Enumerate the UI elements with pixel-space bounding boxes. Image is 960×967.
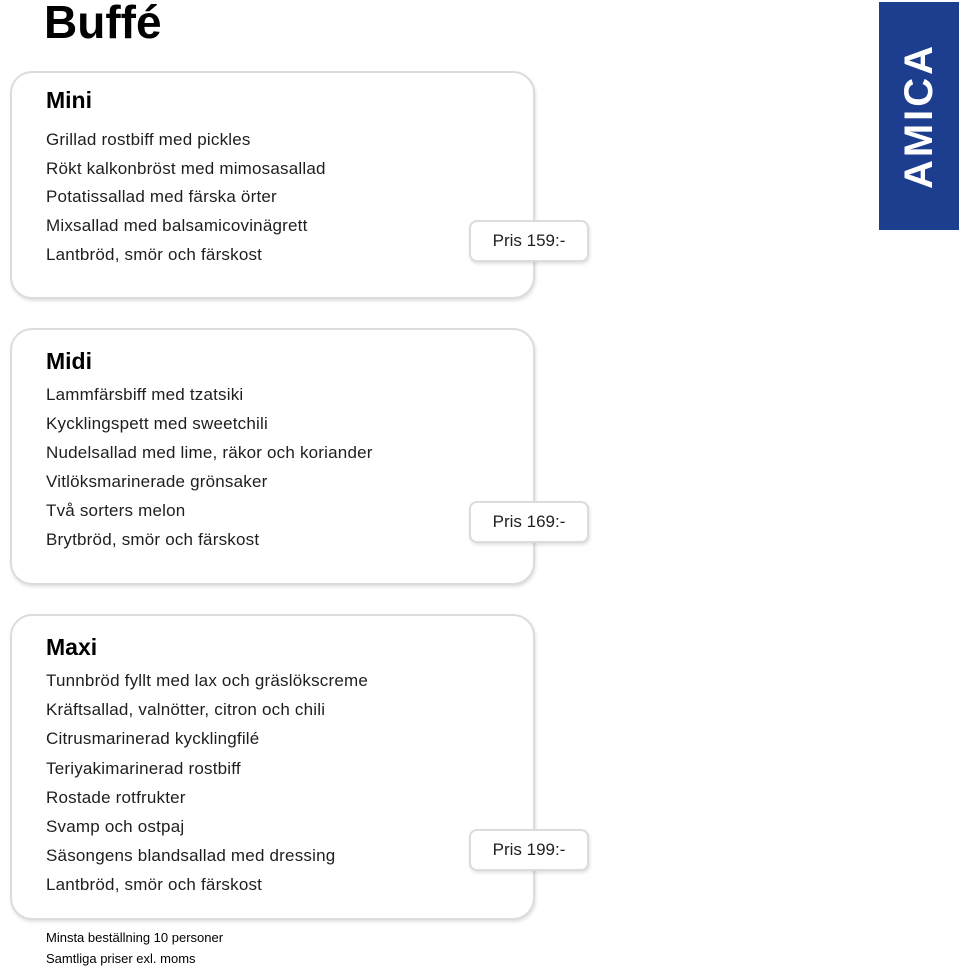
menu-title-midi: Midi	[46, 348, 92, 374]
menu-item: Rostade rotfrukter	[46, 787, 186, 807]
menu-item: Rökt kalkonbröst med mimosasallad	[46, 158, 326, 178]
menu-item: Lammfärsbiff med tzatsiki	[46, 385, 244, 404]
menu-item: Mixsallad med balsamicovinägrett	[46, 216, 308, 236]
price-badge-midi: Pris 169:-	[469, 501, 589, 543]
price-badge-mini: Pris 159:-	[469, 220, 589, 262]
menu-item: Lantbröd, smör och färskost	[46, 244, 263, 264]
menu-item: Lantbröd, smör och färskost	[46, 875, 263, 895]
menu-item: Säsongens blandsallad med dressing	[46, 846, 336, 866]
menu-item: Nudelsallad med lime, räkor och koriander	[46, 443, 373, 462]
menu-card-midi	[10, 328, 535, 585]
menu-item: Brytbröd, smör och färskost	[46, 530, 260, 549]
menu-title-maxi: Maxi	[46, 634, 98, 660]
menu-card-maxi	[10, 614, 535, 920]
menu-item: Vitlöksmarinerade grönsaker	[46, 472, 268, 491]
menu-card-mini	[10, 71, 535, 299]
menu-item: Kräftsallad, valnötter, citron och chili	[46, 700, 326, 720]
amica-logo	[879, 2, 959, 230]
menu-item: Två sorters melon	[46, 501, 186, 520]
menu-item: Kycklingspett med sweetchili	[46, 414, 268, 433]
menu-items-maxi	[46, 666, 368, 900]
menu-item: Potatissallad med färska örter	[46, 187, 277, 207]
price-badge-maxi: Pris 199:-	[469, 829, 589, 871]
menu-items-mini	[46, 126, 326, 270]
menu-item: Grillad rostbiff med pickles	[46, 130, 251, 149]
logo-text: AMICA	[897, 42, 941, 190]
menu-items-midi	[46, 380, 373, 554]
menu-title-mini: Mini	[46, 87, 92, 113]
menu-item: Tunnbröd fyllt med lax och gräslökscreme	[46, 671, 369, 690]
menu-item: Citrusmarinerad kycklingfilé	[46, 729, 260, 749]
footer-price-note: Samtliga priser exl. moms	[46, 951, 196, 966]
footer-min-order: Minsta beställning 10 personer	[46, 930, 224, 945]
menu-item: Svamp och ostpaj	[46, 817, 185, 837]
menu-item: Teriyakimarinerad rostbiff	[46, 758, 241, 778]
page-title: Buffé	[44, 0, 162, 48]
